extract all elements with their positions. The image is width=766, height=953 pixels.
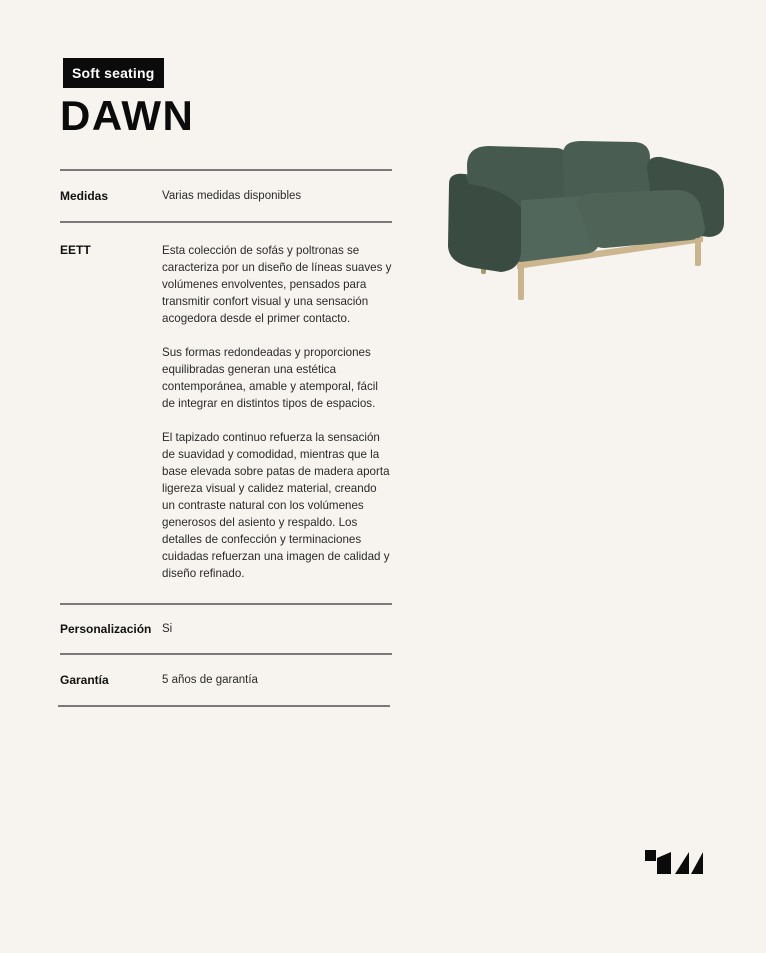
- brand-logo-icon: [645, 850, 703, 876]
- description-paragraph: Sus formas redondeadas y proporciones equilibradas generan una estética contemporánea, amable y atemporal, fácil de integrar en distintos tipos de espacios.: [162, 346, 378, 410]
- category-badge: Soft seating: [63, 58, 164, 88]
- spec-label: Medidas: [60, 189, 109, 203]
- spec-description: [162, 242, 392, 582]
- description-paragraph: El tapizado continuo refuerza la sensación de suavidad y comodidad, mientras que la base elevada sobre patas de madera aporta ligereza visual y calidez material, creando un contraste natural con los volúmenes generosos del asiento y respaldo. Los detalles de confección y terminaciones cuidadas refuerzan una imagen de calidad y diseño refinado.: [162, 431, 390, 580]
- spec-label: Personalización: [60, 622, 152, 636]
- product-title: DAWN: [60, 92, 195, 139]
- spec-label: EETT: [60, 243, 91, 257]
- spec-row-warranty: [60, 655, 392, 705]
- sofa-illustration: [445, 138, 727, 302]
- spec-value: Varias medidas disponibles: [162, 190, 302, 202]
- sofa-leg: [695, 238, 701, 266]
- spec-value: Si: [162, 623, 173, 635]
- spec-table: [60, 169, 392, 707]
- spec-label: Garantía: [60, 673, 109, 687]
- spec-row-customization: [60, 605, 392, 653]
- spec-value: 5 años de garantía: [162, 674, 258, 686]
- sofa-leg: [518, 264, 524, 300]
- spec-row-eett: [60, 223, 392, 603]
- divider: [58, 705, 390, 707]
- spec-row-measures: [60, 171, 392, 221]
- description-paragraph: Esta colección de sofás y poltronas se caracteriza por un diseño de líneas suaves y volúmenes envolventes, pensados para transmitir confort visual y una sensación acogedora desde el primer contacto.: [162, 244, 392, 325]
- sofa-seat-cushion: [577, 190, 705, 248]
